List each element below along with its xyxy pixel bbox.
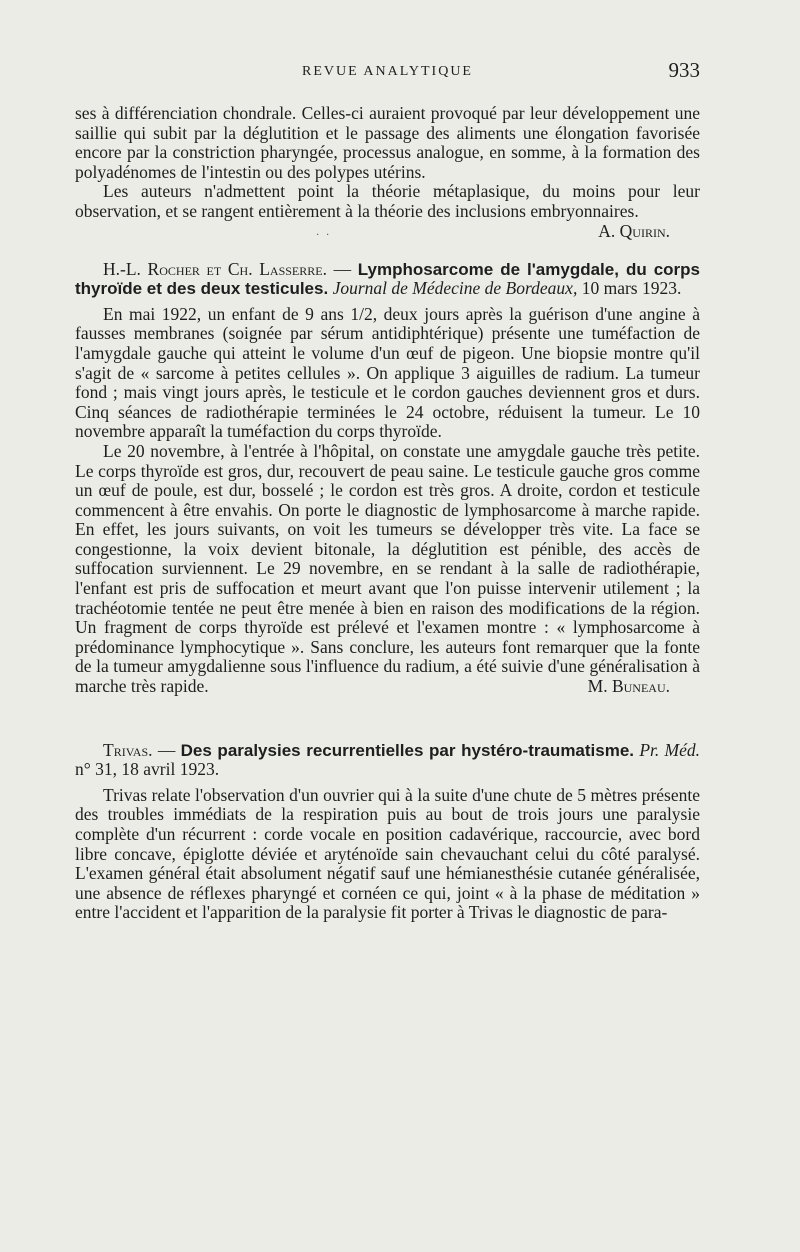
paragraph: ses à différenciation chondrale. Celles-ci auraient provoqué par leur développement une saillie qui subit par la déglutition et le passage des aliments une élongation favorisée encore par la constriction pharyngée, processus analogue, en somme, à la formation des polyadénomes de l'intestin ou des polypes utérins. [75,103,700,182]
heading-dash: — [152,739,181,760]
paragraph [75,181,700,241]
paragraph-text: Les auteurs n'admettent point la théorie métaplasique, du moins pour leur observation, et se rangent entièrement à la théorie des inclusions embryonnaires. [75,181,700,221]
page-body [75,104,700,923]
entry-title: Des paralysies recurrentielles par hystéro-traumatisme. [180,740,635,760]
review-quirin [75,103,700,241]
page-number: 933 [668,58,700,82]
entry-authors: Trivas. [103,739,153,760]
journal-date: 10 mars 1923. [577,278,682,299]
section-divider: · · [315,226,330,241]
running-head: REVUE ANALYTIQUE [302,64,473,79]
entry-title: Lymphosarcome de l'amygdale, du corps thyroïde et des deux testicules. [75,259,700,299]
entry-heading [75,260,700,299]
signature: M. Buneau. [587,676,670,697]
journal-date: n° 31, 18 avril 1923. [75,759,220,780]
journal-name: Journal de Médecine de Bordeaux, [332,278,578,299]
journal-name: Pr. Méd. [639,739,701,760]
review-trivas [75,741,700,923]
signature: A. Quirin. [598,220,670,241]
review-rocher [75,260,700,697]
paragraph-text: Le 20 novembre, à l'entrée à l'hôpital, on constate une amygdale gauche très petite. Le corps thyroïde est gros, dur, recouvert de peau saine. Le testicule gauche gros comme un œuf de poule, est dur, bosselé ; le cordon est très gros. A droite, cordon et testicule commencent à être envahis. On porte le diagnostic de lymphosarcome à marche rapide. En effet, les jours suivants, on voit les tumeurs se développer très vite. La face se congestionne, la voix devient bitonale, la déglutition est pénible, des accès de suffocation surviennent. Le 29 novembre, en se rendant à la salle de radiothérapie, l'enfant est pris de suffocation et meurt avant que l'on puisse intervenir utilement ; la trachéotomie tentée ne peut être menée à bien en raison des modifications de la région. Un fragment de corps thyroïde est prélevé et l'examen montre : « lymphosarcome à prédominance lymphocytique ». Sans conclure, les auteurs font remarquer que la fonte de la tumeur amygdalienne sous l'influence du radium, a été suivie d'une généralisation à marche très rapide. [75,440,700,697]
paragraph [75,442,700,697]
section-gap [75,697,700,727]
paragraph: Trivas relate l'observation d'un ouvrier qui à la suite d'une chute de 5 mètres présente des troubles immédiats de la respiration puis au bout de trois jours une paralysie complète d'un récurrent : corde vocale en position cadavérique, raccourcie, avec bord libre concave, épiglotte déviée et aryténoïde sain chevauchant celui du côté paralysé. L'examen général était absolument négatif sauf une hémianesthésie cutanée généralisée, une absence de réflexes pharyngé et cornéen ce qui, joint « à la phase de méditation » entre l'accident et l'apparition de la paralysie fit porter à Trivas le diagnostic de para- [75,784,700,923]
entry-authors: H.-L. Rocher et Ch. Lasserre. [103,258,327,279]
paragraph: En mai 1922, un enfant de 9 ans 1/2, deux jours après la guérison d'une angine à fausses membranes (soignée par sérum antidiphtérique) présente une tuméfaction de l'amygdale gauche qui atteint le volume d'un œuf de pigeon. Une biopsie montre qu'il s'agit de « sarcome à petites cellules ». On applique 3 aiguilles de radium. La tumeur fond ; mais vingt jours après, le testicule et le cordon gauches deviennent gros et durs. Cinq séances de radiothérapie terminées le 24 octobre, réduisent la tumeur. Le 10 novembre apparaît la tuméfaction du corps thyroïde. [75,303,700,442]
page-header [75,58,700,88]
entry-heading [75,741,700,780]
heading-dash: — [326,258,358,279]
